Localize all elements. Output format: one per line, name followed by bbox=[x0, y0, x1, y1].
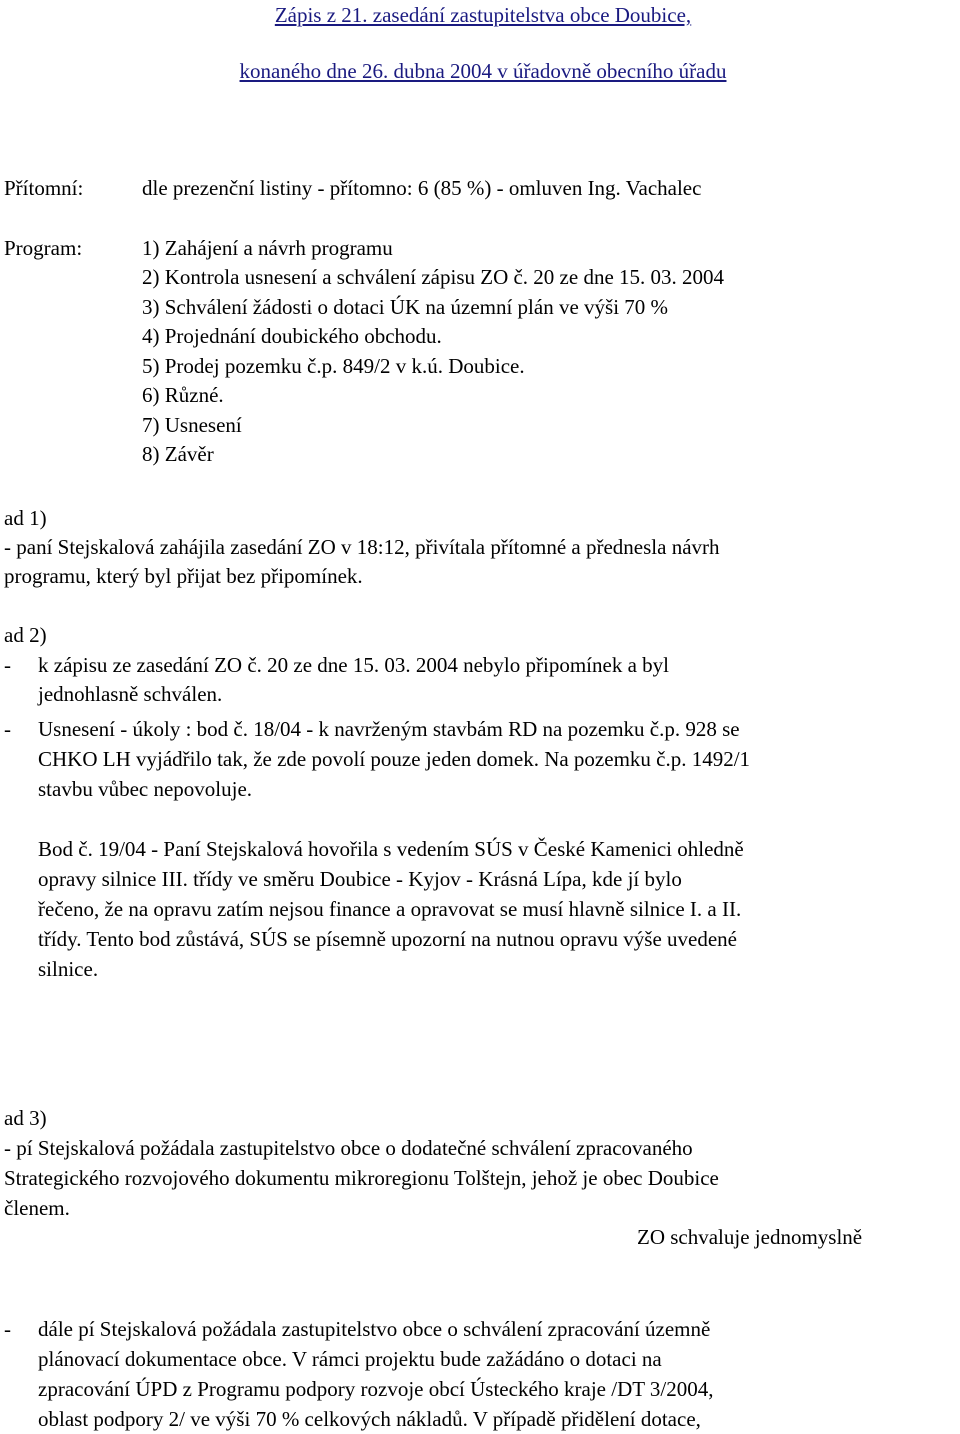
program-item: 6) Různé. bbox=[142, 383, 224, 407]
program-item: 4) Projednání doubického obchodu. bbox=[142, 324, 442, 348]
bod19-text: silnice. bbox=[38, 957, 99, 981]
program-item: 5) Prodej pozemku č.p. 849/2 v k.ú. Doubice. bbox=[142, 354, 525, 378]
ad3-bullet-text: zpracování ÚPD z Programu podpory rozvoje obcí Ústeckého kraje /DT 3/2004, bbox=[38, 1377, 714, 1401]
ad2-bullet2-text: CHKO LH vyjádřilo tak, že zde povolí pouze jeden domek. Na pozemku č.p. 1492/1 bbox=[38, 747, 751, 771]
ad2-bullet1-text: k zápisu ze zasedání ZO č. 20 ze dne 15. 03. 2004 nebylo připomínek a byl bbox=[38, 653, 669, 677]
ad3-text: Strategického rozvojového dokumentu mikroregionu Tolštejn, jehož je obec Doubice bbox=[4, 1166, 719, 1190]
ad2-bullet1-text: jednohlasně schválen. bbox=[38, 682, 223, 706]
bod19-text: řečeno, že na opravu zatím nejsou finance a opravovat se musí hlavně silnice I. a II. bbox=[38, 897, 742, 921]
program-item: 2) Kontrola usnesení a schválení zápisu ZO č. 20 ze dne 15. 03. 2004 bbox=[142, 265, 725, 289]
ad2-heading: ad 2) bbox=[4, 623, 47, 647]
ad3-bullet-text: plánovací dokumentace obce. V rámci projektu bude zažádáno o dotaci na bbox=[38, 1347, 662, 1371]
ad3-text: členem. bbox=[4, 1196, 70, 1220]
attendance-label: Přítomní: bbox=[4, 176, 84, 200]
program-item: 3) Schválení žádosti o dotaci ÚK na územní plán ve výši 70 % bbox=[142, 295, 669, 319]
program-item: 7) Usnesení bbox=[142, 413, 242, 437]
program-item: 8) Závěr bbox=[142, 442, 214, 466]
bod19-text: třídy. Tento bod zůstává, SÚS se písemně upozorní na nutnou opravu výše uvedené bbox=[38, 927, 737, 951]
bod19-text: opravy silnice III. třídy ve směru Doubice - Kyjov - Krásná Lípa, kde jí bylo bbox=[38, 867, 682, 891]
resolution-text: ZO schvaluje jednomyslně bbox=[637, 1225, 863, 1249]
ad2-bullet2-text: Usnesení - úkoly : bod č. 18/04 - k navrženým stavbám RD na pozemku č.p. 928 se bbox=[38, 717, 740, 741]
document-subtitle: konaného dne 26. dubna 2004 v úřadovně obecního úřadu bbox=[239, 59, 727, 83]
ad3-bullet-text: dále pí Stejskalová požádala zastupitelstvo obce o schválení zpracování územně bbox=[38, 1317, 711, 1341]
ad3-heading: ad 3) bbox=[4, 1106, 47, 1130]
bullet-dash: - bbox=[4, 1317, 11, 1341]
program-item: 1) Zahájení a návrh programu bbox=[142, 236, 393, 260]
ad1-text: - paní Stejskalová zahájila zasedání ZO v 18:12, přivítala přítomné a přednesla návrh bbox=[4, 535, 720, 559]
ad3-bullet-text: oblast podpory 2/ ve výši 70 % celkových nákladů. V případě přidělení dotace, bbox=[38, 1407, 701, 1431]
attendance-text: dle prezenční listiny - přítomno: 6 (85 %) - omluven Ing. Vachalec bbox=[142, 176, 702, 200]
ad2-bullet2-text: stavbu vůbec nepovoluje. bbox=[38, 777, 253, 801]
bullet-dash: - bbox=[4, 653, 11, 677]
ad1-heading: ad 1) bbox=[4, 506, 47, 530]
ad3-text: - pí Stejskalová požádala zastupitelstvo obce o dodatečné schválení zpracovaného bbox=[4, 1136, 693, 1160]
bullet-dash: - bbox=[4, 717, 11, 741]
document-title: Zápis z 21. zasedání zastupitelstva obce Doubice, bbox=[274, 3, 692, 27]
ad1-text: programu, který byl přijat bez připomínek. bbox=[4, 564, 363, 588]
program-label: Program: bbox=[4, 236, 83, 260]
bod19-text: Bod č. 19/04 - Paní Stejskalová hovořila s vedením SÚS v České Kamenici ohledně bbox=[38, 837, 744, 861]
